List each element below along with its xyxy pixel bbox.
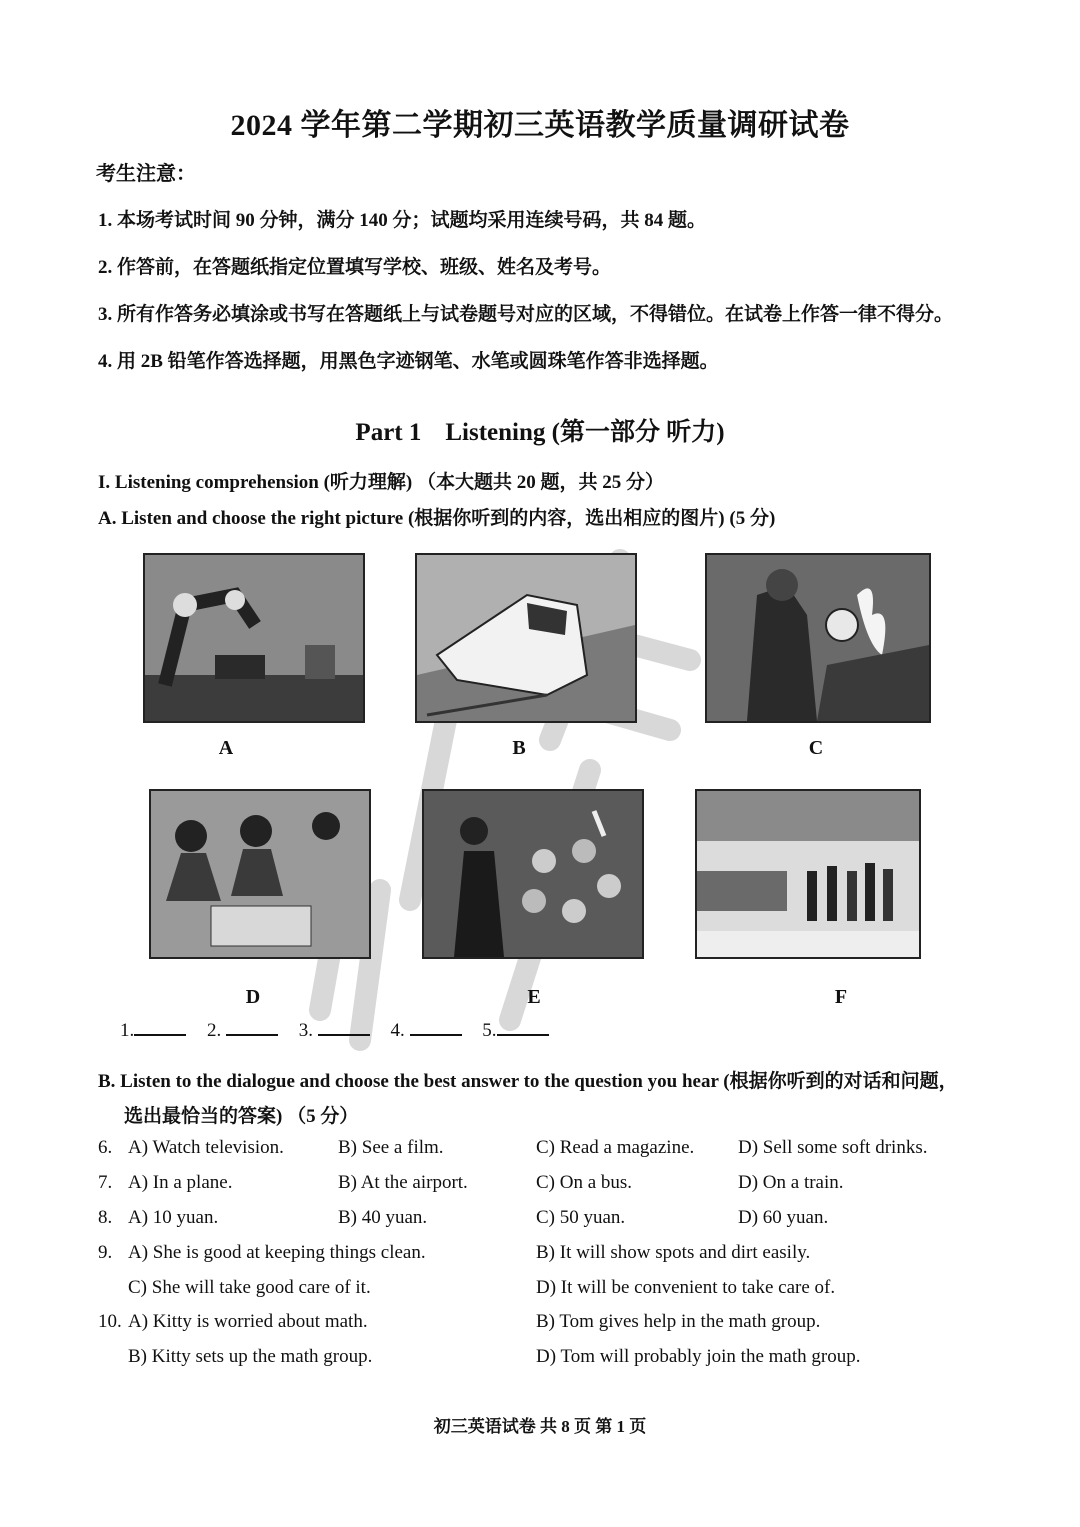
option: D) It will be convenient to take care of. (536, 1277, 836, 1298)
picture-label-a: A (218, 737, 234, 759)
students-classroom-image (149, 789, 371, 959)
question-number: 7. (98, 1172, 113, 1193)
section-a-heading: A. Listen and choose the right picture (根据你听到的内容，选出相应的图片) (5 分) (98, 508, 776, 529)
exam-title: 2024 学年第二学期初三英语教学质量调研试卷 (230, 109, 850, 142)
notice-heading: 考生注意： (96, 163, 196, 185)
option: B) At the airport. (338, 1172, 468, 1193)
option: D) On a train. (738, 1172, 844, 1193)
option: A) She is good at keeping things clean. (128, 1242, 426, 1263)
option: A) 10 yuan. (128, 1207, 219, 1228)
notice-rule: 4. 用 2B 铅笔作答选择题，用黑色字迹钢笔、水笔或圆珠笔作答非选择题。 (98, 351, 719, 372)
option: B) See a film. (338, 1137, 444, 1158)
part-name: Listening (第一部分 听力) (445, 419, 725, 446)
question-number: 9. (98, 1242, 113, 1263)
answer-blank-2[interactable]: 2. (207, 1018, 278, 1042)
picture-label-c: C (808, 737, 824, 759)
option: A) In a plane. (128, 1172, 233, 1193)
part-number: Part 1 (355, 419, 422, 446)
picture-label-e: E (527, 986, 541, 1008)
option: D) Sell some soft drinks. (738, 1137, 928, 1158)
notice-rule: 3. 所有作答务必填涂或书写在答题纸上与试卷题号对应的区域，不得错位。在试卷上作答一律不得分。 (98, 304, 954, 325)
part-heading (0, 412, 1080, 448)
answer-blank-4[interactable]: 4. (391, 1018, 462, 1042)
picture-label-f: F (834, 986, 848, 1008)
option: B) 40 yuan. (338, 1207, 428, 1228)
question-number: 10. (98, 1311, 122, 1332)
section-i-heading: I. Listening comprehension (听力理解) （本大题共 20 题，共 25 分） (98, 472, 664, 493)
page-footer: 初三英语试卷 共 8 页 第 1 页 (433, 1417, 647, 1436)
option: C) She will take good care of it. (128, 1277, 371, 1298)
people-queue-counter-image (695, 789, 921, 959)
option: D) Tom will probably join the math group. (536, 1346, 861, 1367)
option: A) Watch television. (128, 1137, 284, 1158)
picture-label-b: B (512, 737, 526, 759)
section-b-heading-cont: 选出最恰当的答案) （5 分） (124, 1106, 359, 1127)
firefighter-rescue-image (705, 553, 931, 723)
robot-cooking-image (143, 553, 365, 723)
picture-label-d: D (245, 986, 261, 1008)
option: C) Read a magazine. (536, 1137, 695, 1158)
answer-blanks (120, 1018, 565, 1042)
answer-blank-1[interactable]: 1. (120, 1018, 186, 1042)
question-number: 8. (98, 1207, 113, 1228)
notice-rule: 2. 作答前，在答题纸指定位置填写学校、班级、姓名及考号。 (98, 257, 612, 278)
crowd-celebration-image (422, 789, 644, 959)
option: C) 50 yuan. (536, 1207, 626, 1228)
answer-blank-3[interactable]: 3. (299, 1018, 370, 1042)
option: B) It will show spots and dirt easily. (536, 1242, 811, 1263)
high-speed-train-image (415, 553, 637, 723)
option: C) On a bus. (536, 1172, 633, 1193)
question-number: 6. (98, 1137, 113, 1158)
option: D) 60 yuan. (738, 1207, 829, 1228)
option: B) Kitty sets up the math group. (128, 1346, 373, 1367)
notice-rule: 1. 本场考试时间 90 分钟，满分 140 分；试题均采用连续号码，共 84 题。 (98, 210, 707, 231)
section-b-heading: B. Listen to the dialogue and choose the best answer to the question you hear (根据你听到的对话和问题， (98, 1071, 958, 1092)
option: B) Tom gives help in the math group. (536, 1311, 821, 1332)
answer-blank-5[interactable]: 5. (482, 1018, 548, 1042)
option: A) Kitty is worried about math. (128, 1311, 368, 1332)
